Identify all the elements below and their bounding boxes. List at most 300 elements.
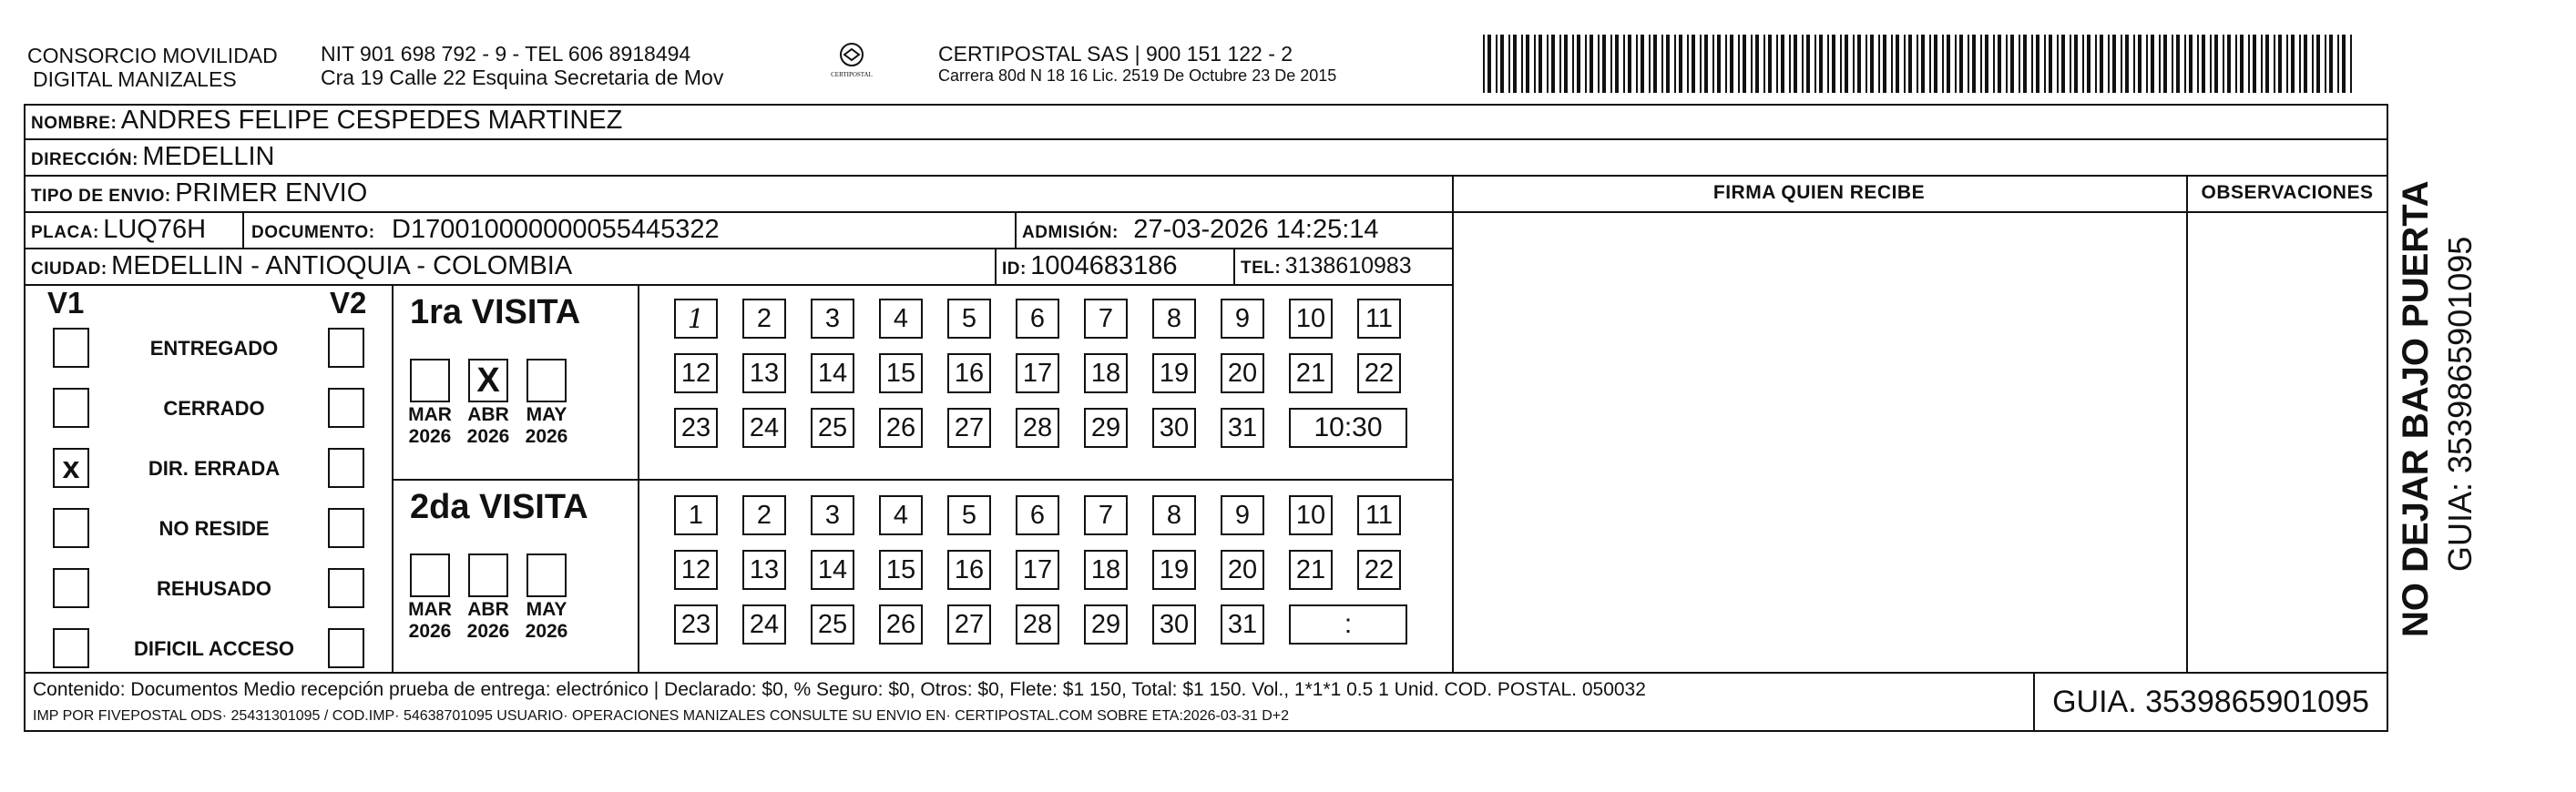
barcode-bar bbox=[1666, 35, 1670, 93]
ciudad-value: MEDELLIN - ANTIOQUIA - COLOMBIA bbox=[111, 251, 573, 280]
barcode-bar bbox=[1534, 35, 1536, 93]
day-box[interactable]: 27 bbox=[947, 408, 991, 448]
day-box[interactable]: 7 bbox=[1084, 299, 1128, 339]
visit-1-title: 1ra VISITA bbox=[410, 293, 581, 331]
divider bbox=[242, 211, 244, 248]
barcode-bar bbox=[2133, 35, 2135, 93]
footer-content-line: Contenido: Documentos Medio recepción prueba de entrega: electrónico | Declarado: $0, % Seguro: $0, Otros: $0, Flete: $1 150, Total: $1 150. Vol., 1*1*1 0.5 1 Unid. COD. POSTAL. 050032 bbox=[33, 679, 1646, 700]
month-name: ABR bbox=[467, 599, 509, 620]
barcode-bar bbox=[1641, 35, 1644, 93]
barcode-bar bbox=[1840, 35, 1842, 93]
barcode-bar bbox=[2189, 35, 2193, 93]
observaciones-area[interactable] bbox=[2192, 213, 2383, 668]
barcode-bar bbox=[1513, 35, 1517, 93]
barcode-bar bbox=[1508, 35, 1510, 93]
consortium-line-2: DIGITAL MANIZALES bbox=[33, 67, 237, 91]
barcode-bar bbox=[2074, 35, 2078, 93]
barcode bbox=[1483, 35, 2357, 93]
barcode-bar bbox=[2138, 35, 2142, 93]
barcode-bar bbox=[1577, 35, 1580, 93]
divider bbox=[995, 248, 997, 284]
barcode-bar bbox=[1730, 35, 1733, 93]
ciudad-label: CIUDAD: bbox=[31, 259, 107, 279]
day-box[interactable]: 1 bbox=[674, 299, 718, 339]
barcode-bar bbox=[1959, 35, 1963, 93]
signature-area[interactable] bbox=[1457, 213, 2181, 668]
barcode-bar bbox=[1998, 35, 2001, 93]
documento-label: DOCUMENTO: bbox=[251, 223, 375, 242]
barcode-bar bbox=[1725, 35, 1727, 93]
barcode-bar bbox=[1993, 35, 1995, 93]
barcode-bar bbox=[1623, 35, 1625, 93]
barcode-bar bbox=[1653, 35, 1657, 93]
nombre-label: NOMBRE: bbox=[31, 114, 118, 133]
barcode-bar bbox=[1934, 35, 1937, 93]
day-box[interactable]: 29 bbox=[1084, 604, 1128, 645]
barcode-bar bbox=[2316, 35, 2320, 93]
tel-value: 3138610983 bbox=[1284, 253, 1412, 279]
barcode-bar bbox=[2112, 35, 2116, 93]
nombre-row bbox=[31, 106, 622, 136]
barcode-bar bbox=[2227, 35, 2231, 93]
barcode-bar bbox=[1814, 35, 1816, 93]
certipostal-logo bbox=[820, 40, 884, 86]
observaciones-label: OBSERVACIONES bbox=[2201, 182, 2374, 203]
barcode-bar bbox=[1853, 35, 1855, 93]
tipo-envio-value: PRIMER ENVIO bbox=[175, 178, 368, 208]
barcode-bar bbox=[2325, 35, 2326, 93]
barcode-bar bbox=[1776, 35, 1778, 93]
day-box[interactable]: 3 bbox=[811, 299, 854, 339]
barcode-bar bbox=[2214, 35, 2218, 93]
barcode-bar bbox=[2253, 35, 2256, 93]
status-label: REHUSADO bbox=[157, 577, 271, 600]
month-year: 2026 bbox=[466, 621, 510, 642]
day-box[interactable]: 26 bbox=[879, 408, 923, 448]
status-label: DIFICIL ACCESO bbox=[133, 637, 294, 660]
barcode-bar bbox=[2172, 35, 2173, 93]
barcode-bar bbox=[2261, 35, 2263, 93]
barcode-bar bbox=[2299, 35, 2301, 93]
barcode-bar bbox=[2312, 35, 2314, 93]
month-checkbox[interactable] bbox=[468, 553, 508, 597]
v1-checkbox[interactable] bbox=[53, 328, 89, 368]
divider bbox=[392, 284, 394, 672]
barcode-bar bbox=[2006, 35, 2008, 93]
barcode-bar bbox=[1636, 35, 1638, 93]
nit-block bbox=[321, 42, 723, 89]
day-box[interactable]: 16 bbox=[947, 550, 991, 590]
v1-header: V1 bbox=[47, 286, 85, 320]
barcode-bar bbox=[2031, 35, 2033, 93]
month-name: MAR bbox=[408, 599, 452, 620]
day-box[interactable]: 10 bbox=[1289, 495, 1333, 535]
divider bbox=[24, 248, 1452, 249]
barcode-bar bbox=[2010, 35, 2014, 93]
day-box[interactable]: 11 bbox=[1357, 495, 1401, 535]
v2-checkbox[interactable] bbox=[328, 568, 364, 608]
barcode-bar bbox=[1891, 35, 1893, 93]
day-box[interactable]: 22 bbox=[1357, 550, 1401, 590]
day-box[interactable]: 14 bbox=[811, 550, 854, 590]
v1-checkbox[interactable] bbox=[53, 508, 89, 548]
consortium-name bbox=[27, 44, 278, 91]
barcode-bar bbox=[2210, 35, 2212, 93]
barcode-bar bbox=[1547, 35, 1549, 93]
barcode-bar bbox=[1857, 35, 1861, 93]
barcode-bar bbox=[2248, 35, 2250, 93]
barcode-bar bbox=[1483, 35, 1485, 93]
v2-checkbox[interactable] bbox=[328, 508, 364, 548]
barcode-bar bbox=[2286, 35, 2288, 93]
address-line: Cra 19 Calle 22 Esquina Secretaria de Mov bbox=[321, 66, 724, 89]
barcode-bar bbox=[2240, 35, 2244, 93]
day-box[interactable]: 3 bbox=[811, 495, 854, 535]
barcode-bar bbox=[1870, 35, 1874, 93]
barcode-bar bbox=[1968, 35, 1969, 93]
barcode-bar bbox=[2342, 35, 2346, 93]
barcode-bar bbox=[1819, 35, 1823, 93]
certipostal-nit: CERTIPOSTAL SAS | 900 151 122 - 2 bbox=[938, 42, 1293, 66]
month-checkbox[interactable] bbox=[410, 553, 450, 597]
v2-checkbox[interactable] bbox=[328, 448, 364, 488]
barcode-bar bbox=[2202, 35, 2205, 93]
barcode-bar bbox=[2019, 35, 2020, 93]
month-checkbox[interactable]: X bbox=[468, 359, 508, 402]
day-box[interactable]: 18 bbox=[1084, 550, 1128, 590]
placa-label: PLACA: bbox=[31, 223, 99, 242]
id-label: ID: bbox=[1002, 259, 1027, 279]
barcode-bar bbox=[2291, 35, 2295, 93]
tel-field bbox=[1241, 253, 1412, 279]
status-label: ENTREGADO bbox=[149, 337, 279, 360]
day-box[interactable]: 5 bbox=[947, 299, 991, 339]
tipo-envio-label: TIPO DE ENVIO: bbox=[31, 187, 171, 206]
barcode-bar bbox=[1559, 35, 1561, 93]
barcode-bar bbox=[1942, 35, 1944, 93]
divider bbox=[1233, 248, 1235, 284]
day-box[interactable]: 31 bbox=[1221, 604, 1264, 645]
barcode-bar bbox=[2044, 35, 2046, 93]
month-year: 2026 bbox=[408, 426, 452, 447]
month-name: MAY bbox=[526, 404, 567, 425]
day-box[interactable]: 30 bbox=[1152, 604, 1196, 645]
month-name: MAR bbox=[408, 404, 452, 425]
barcode-bar bbox=[1743, 35, 1746, 93]
month-checkbox[interactable] bbox=[410, 359, 450, 402]
day-box[interactable]: 8 bbox=[1152, 495, 1196, 535]
barcode-bar bbox=[2337, 35, 2339, 93]
barcode-bar bbox=[2184, 35, 2186, 93]
footer-guia: GUIA. 3539865901095 bbox=[2052, 685, 2369, 719]
month-checkbox[interactable] bbox=[526, 359, 567, 402]
barcode-bar bbox=[2235, 35, 2237, 93]
day-box[interactable]: 6 bbox=[1016, 299, 1059, 339]
barcode-bar bbox=[2125, 35, 2129, 93]
barcode-bar bbox=[1687, 35, 1689, 93]
v1-checkbox[interactable]: x bbox=[53, 448, 89, 488]
day-box[interactable]: 28 bbox=[1016, 604, 1059, 645]
visit-2-title: 2da VISITA bbox=[410, 488, 588, 526]
barcode-bar bbox=[1917, 35, 1918, 93]
barcode-bar bbox=[2265, 35, 2269, 93]
barcode-bar bbox=[1610, 35, 1612, 93]
barcode-bar bbox=[1700, 35, 1702, 93]
id-value: 1004683186 bbox=[1030, 251, 1178, 280]
day-box[interactable]: 14 bbox=[811, 353, 854, 393]
divider bbox=[24, 175, 2388, 177]
barcode-bar bbox=[1521, 35, 1523, 93]
day-box[interactable]: 29 bbox=[1084, 408, 1128, 448]
barcode-bar bbox=[1628, 35, 1631, 93]
day-box[interactable]: 1 bbox=[674, 495, 718, 535]
barcode-bar bbox=[1679, 35, 1682, 93]
day-box[interactable]: 13 bbox=[742, 550, 786, 590]
barcode-bar bbox=[2163, 35, 2167, 93]
barcode-bar bbox=[1832, 35, 1835, 93]
barcode-bar bbox=[2151, 35, 2154, 93]
documento-value: D170010000000055445322 bbox=[392, 215, 720, 244]
barcode-bar bbox=[1755, 35, 1759, 93]
barcode-bar bbox=[2057, 35, 2059, 93]
ciudad-field bbox=[31, 251, 572, 281]
direccion-row bbox=[31, 142, 274, 172]
barcode-bar bbox=[1929, 35, 1931, 93]
day-box[interactable]: 20 bbox=[1221, 550, 1264, 590]
month-year: 2026 bbox=[525, 621, 568, 642]
barcode-bar bbox=[1896, 35, 1899, 93]
barcode-bar bbox=[1500, 35, 1504, 93]
barcode-bar bbox=[1921, 35, 1925, 93]
barcode-bar bbox=[1704, 35, 1708, 93]
barcode-bar bbox=[2159, 35, 2161, 93]
barcode-bar bbox=[2082, 35, 2084, 93]
day-box[interactable]: 10 bbox=[1289, 299, 1333, 339]
barcode-bar bbox=[2100, 35, 2103, 93]
divider bbox=[1452, 175, 1454, 672]
barcode-bar bbox=[1955, 35, 1957, 93]
day-box[interactable]: 16 bbox=[947, 353, 991, 393]
status-label: CERRADO bbox=[163, 397, 265, 420]
barcode-bar bbox=[1692, 35, 1695, 93]
admision-field bbox=[1022, 215, 1379, 245]
barcode-bar bbox=[2061, 35, 2065, 93]
barcode-bar bbox=[2087, 35, 2090, 93]
nombre-value: ANDRES FELIPE CESPEDES MARTINEZ bbox=[120, 106, 623, 135]
id-field bbox=[1002, 251, 1178, 281]
barcode-bar bbox=[1564, 35, 1568, 93]
v1-checkbox[interactable] bbox=[53, 388, 89, 428]
v1-checkbox[interactable] bbox=[53, 568, 89, 608]
barcode-bar bbox=[1615, 35, 1619, 93]
day-box[interactable]: 19 bbox=[1152, 550, 1196, 590]
v2-checkbox[interactable] bbox=[328, 328, 364, 368]
footer-tracking-line: IMP POR FIVEPOSTAL ODS· 25431301095 / COD.IMP· 54638701095 USUARIO· OPERACIONES MANIZALES CONSULTE SU ENVIO EN· CERTIPOSTAL.COM SOBRE ETA:2026-03-31 D+2 bbox=[33, 708, 1289, 724]
barcode-bar bbox=[1602, 35, 1606, 93]
barcode-bar bbox=[1904, 35, 1906, 93]
month-year: 2026 bbox=[408, 621, 452, 642]
direccion-value: MEDELLIN bbox=[142, 142, 275, 171]
divider bbox=[24, 138, 2388, 140]
day-box[interactable]: 4 bbox=[879, 495, 923, 535]
nit-line: NIT 901 698 792 - 9 - TEL 606 8918494 bbox=[321, 42, 691, 66]
barcode-bar bbox=[2176, 35, 2180, 93]
placa-field bbox=[31, 215, 206, 245]
barcode-bar bbox=[2095, 35, 2097, 93]
day-box[interactable]: 4 bbox=[879, 299, 923, 339]
direccion-label: DIRECCIÓN: bbox=[31, 150, 138, 169]
day-box[interactable]: 9 bbox=[1221, 495, 1264, 535]
divider bbox=[638, 284, 639, 672]
v2-checkbox[interactable] bbox=[328, 628, 364, 668]
day-box[interactable]: 17 bbox=[1016, 550, 1059, 590]
barcode-bar bbox=[1789, 35, 1791, 93]
barcode-bar bbox=[1802, 35, 1804, 93]
consortium-line-1: CONSORCIO MOVILIDAD bbox=[27, 44, 278, 67]
barcode-bar bbox=[1538, 35, 1542, 93]
day-box[interactable]: 21 bbox=[1289, 353, 1333, 393]
month-year: 2026 bbox=[466, 426, 510, 447]
day-box[interactable]: 12 bbox=[674, 550, 718, 590]
barcode-bar bbox=[2274, 35, 2275, 93]
day-box[interactable]: 25 bbox=[811, 408, 854, 448]
barcode-bar bbox=[1878, 35, 1880, 93]
barcode-bar bbox=[1526, 35, 1529, 93]
day-box[interactable]: 25 bbox=[811, 604, 854, 645]
barcode-bar bbox=[1674, 35, 1676, 93]
barcode-bar bbox=[1487, 35, 1491, 93]
day-box[interactable]: 11 bbox=[1357, 299, 1401, 339]
day-box[interactable]: 15 bbox=[879, 353, 923, 393]
day-box[interactable]: 7 bbox=[1084, 495, 1128, 535]
day-box[interactable]: 30 bbox=[1152, 408, 1196, 448]
day-box[interactable]: 27 bbox=[947, 604, 991, 645]
barcode-bar bbox=[2304, 35, 2307, 93]
day-box[interactable]: 24 bbox=[742, 408, 786, 448]
logo-text: CERTIPOSTAL bbox=[831, 71, 873, 78]
barcode-bar bbox=[2329, 35, 2333, 93]
v2-header: V2 bbox=[330, 286, 367, 320]
divider bbox=[392, 479, 1452, 481]
day-box[interactable]: 5 bbox=[947, 495, 991, 535]
divider bbox=[24, 284, 1452, 286]
barcode-bar bbox=[1806, 35, 1810, 93]
tipo-envio-row bbox=[31, 178, 367, 208]
barcode-bar bbox=[1763, 35, 1765, 93]
barcode-bar bbox=[1768, 35, 1772, 93]
side-guia: GUIA: 3539865901095 bbox=[2441, 236, 2479, 572]
barcode-bar bbox=[1794, 35, 1797, 93]
barcode-bar bbox=[1980, 35, 1982, 93]
tel-label: TEL: bbox=[1241, 259, 1282, 278]
certipostal-block bbox=[938, 42, 1336, 86]
day-box[interactable]: 15 bbox=[879, 550, 923, 590]
day-box[interactable]: 21 bbox=[1289, 550, 1333, 590]
barcode-bar bbox=[1649, 35, 1651, 93]
barcode-bar bbox=[1751, 35, 1753, 93]
barcode-bar bbox=[2350, 35, 2352, 93]
time-field[interactable]: 10:30 bbox=[1289, 408, 1407, 448]
day-box[interactable]: 18 bbox=[1084, 353, 1128, 393]
day-box[interactable]: 31 bbox=[1221, 408, 1264, 448]
barcode-bar bbox=[2108, 35, 2110, 93]
day-box[interactable]: 2 bbox=[742, 495, 786, 535]
barcode-bar bbox=[2146, 35, 2148, 93]
documento-field bbox=[251, 215, 720, 245]
barcode-bar bbox=[1585, 35, 1587, 93]
day-box[interactable]: 20 bbox=[1221, 353, 1264, 393]
barcode-bar bbox=[2023, 35, 2027, 93]
barcode-bar bbox=[1883, 35, 1886, 93]
placa-value: LUQ76H bbox=[103, 215, 207, 244]
barcode-bar bbox=[1866, 35, 1867, 93]
divider bbox=[2186, 175, 2188, 672]
divider bbox=[1015, 211, 1017, 248]
status-label: DIR. ERRADA bbox=[148, 457, 281, 480]
day-box[interactable]: 17 bbox=[1016, 353, 1059, 393]
no-dejar-bajo-puerta: NO DEJAR BAJO PUERTA bbox=[2396, 180, 2436, 637]
barcode-bar bbox=[1947, 35, 1950, 93]
day-box[interactable]: 23 bbox=[674, 408, 718, 448]
barcode-bar bbox=[1496, 35, 1498, 93]
day-box[interactable]: 19 bbox=[1152, 353, 1196, 393]
certipostal-license: Carrera 80d N 18 16 Lic. 2519 De Octubre 23 De 2015 bbox=[938, 66, 1337, 85]
barcode-bar bbox=[1738, 35, 1740, 93]
barcode-bar bbox=[1572, 35, 1574, 93]
barcode-bar bbox=[1908, 35, 1912, 93]
barcode-bar bbox=[2036, 35, 2039, 93]
barcode-bar bbox=[1717, 35, 1721, 93]
day-box[interactable]: 8 bbox=[1152, 299, 1196, 339]
barcode-bar bbox=[2223, 35, 2224, 93]
day-box[interactable]: 13 bbox=[742, 353, 786, 393]
barcode-bar bbox=[1590, 35, 1593, 93]
month-checkbox[interactable] bbox=[526, 553, 567, 597]
time-field[interactable]: : bbox=[1289, 604, 1407, 645]
day-box[interactable]: 6 bbox=[1016, 495, 1059, 535]
day-box[interactable]: 12 bbox=[674, 353, 718, 393]
barcode-bar bbox=[1827, 35, 1829, 93]
day-box[interactable]: 2 bbox=[742, 299, 786, 339]
barcode-bar bbox=[1551, 35, 1555, 93]
day-box[interactable]: 9 bbox=[1221, 299, 1264, 339]
status-label: NO RESIDE bbox=[158, 517, 270, 540]
v1-checkbox[interactable] bbox=[53, 628, 89, 668]
barcode-bar bbox=[2049, 35, 2052, 93]
barcode-bar bbox=[1985, 35, 1988, 93]
barcode-bar bbox=[2197, 35, 2199, 93]
day-box[interactable]: 22 bbox=[1357, 353, 1401, 393]
barcode-bar bbox=[1712, 35, 1714, 93]
month-name: MAY bbox=[526, 599, 567, 620]
barcode-bar bbox=[2278, 35, 2282, 93]
v2-checkbox[interactable] bbox=[328, 388, 364, 428]
admision-label: ADMISIÓN: bbox=[1022, 223, 1119, 242]
barcode-bar bbox=[1972, 35, 1976, 93]
barcode-bar bbox=[2121, 35, 2122, 93]
day-box[interactable]: 26 bbox=[879, 604, 923, 645]
day-box[interactable]: 23 bbox=[674, 604, 718, 645]
barcode-bar bbox=[2070, 35, 2071, 93]
barcode-bar bbox=[1598, 35, 1600, 93]
day-box[interactable]: 24 bbox=[742, 604, 786, 645]
barcode-bar bbox=[1845, 35, 1848, 93]
barcode-bar bbox=[1661, 35, 1663, 93]
month-year: 2026 bbox=[525, 426, 568, 447]
day-box[interactable]: 28 bbox=[1016, 408, 1059, 448]
admision-value: 27-03-2026 14:25:14 bbox=[1133, 215, 1379, 244]
barcode-bar bbox=[1781, 35, 1784, 93]
